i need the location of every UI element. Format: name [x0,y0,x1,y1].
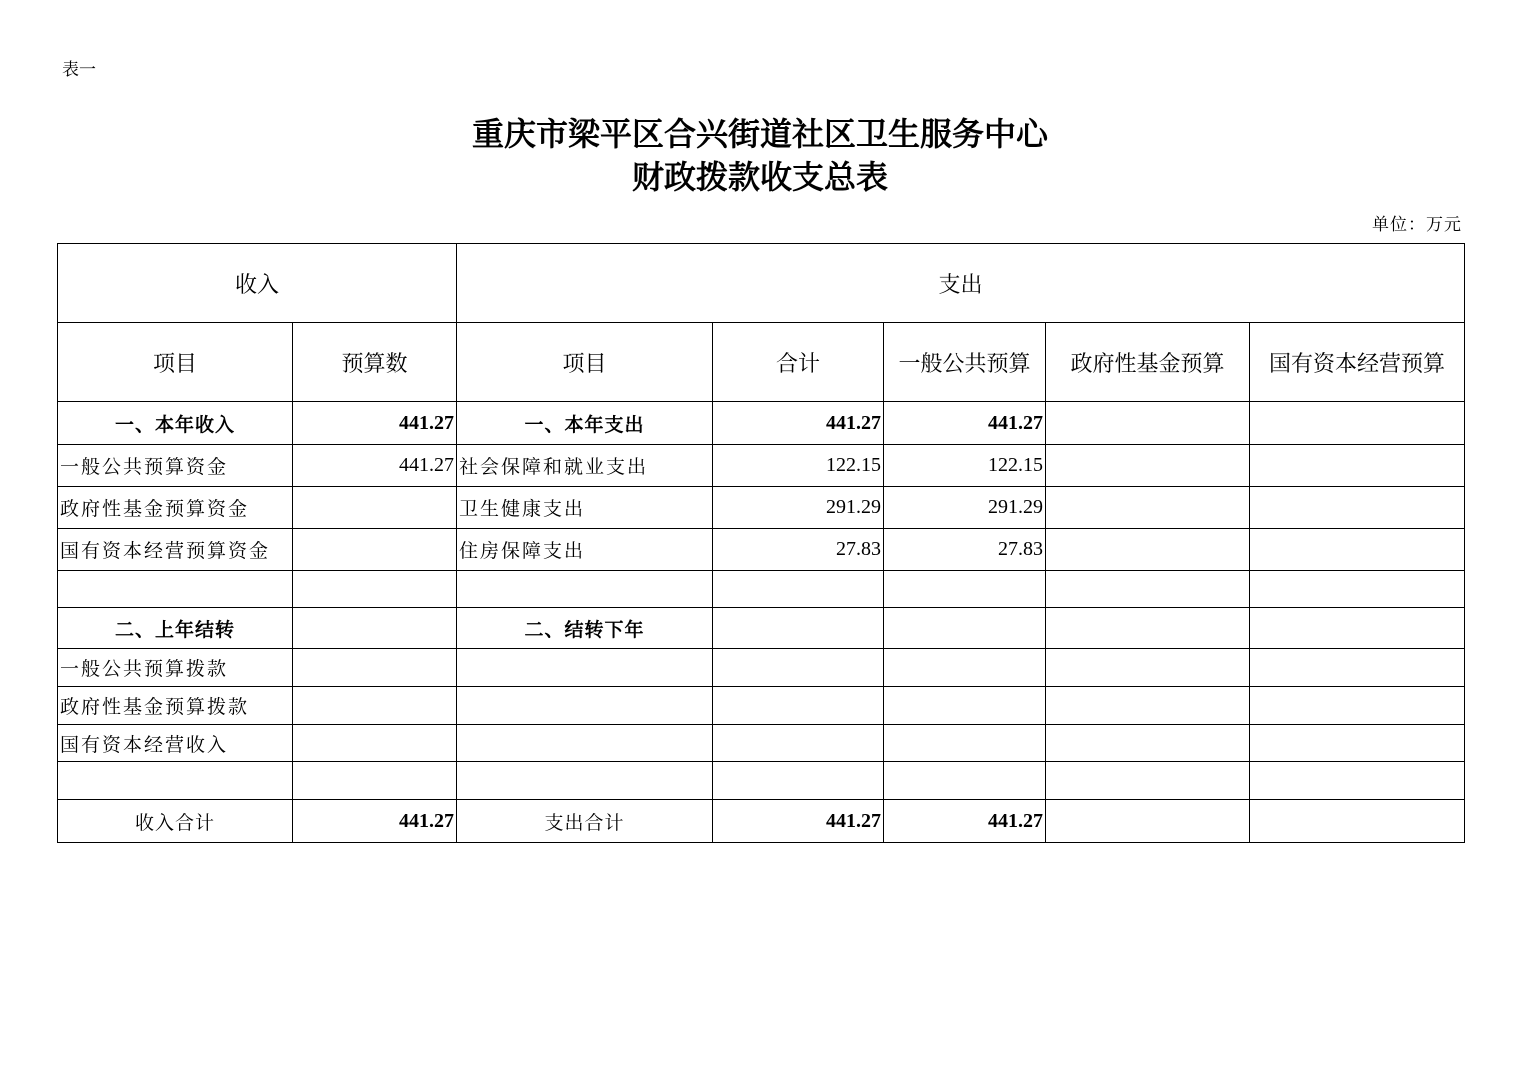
table-row [58,571,1465,608]
expense-item: 一、本年支出 [457,402,713,445]
income-item: 政府性基金预算拨款 [58,687,293,725]
table-row [58,402,1465,445]
expense-general [884,762,1046,800]
income-value: 441.27 [293,402,457,445]
expense-total: 291.29 [713,487,884,529]
expense-total: 122.15 [713,445,884,487]
expense-capital [1250,571,1465,608]
col-header-item2: 项目 [457,323,713,402]
expense-total [713,571,884,608]
table-row [58,487,1465,529]
header-row-top [58,244,1465,323]
income-item: 国有资本经营收入 [58,725,293,762]
col-header-budget: 预算数 [293,323,457,402]
budget-table [57,243,1465,843]
income-value [293,649,457,687]
income-value [293,762,457,800]
expense-total: 441.27 [713,800,884,843]
expense-capital [1250,445,1465,487]
expense-item [457,571,713,608]
expense-total [713,649,884,687]
expense-general [884,608,1046,649]
expense-general: 27.83 [884,529,1046,571]
expense-capital [1250,687,1465,725]
expense-item: 卫生健康支出 [457,487,713,529]
expense-fund [1046,571,1250,608]
table-row [58,529,1465,571]
income-value: 441.27 [293,445,457,487]
unit-label: 单位：万元 [1372,215,1462,235]
income-value [293,571,457,608]
expense-total [713,725,884,762]
expense-item [457,649,713,687]
expense-total [713,762,884,800]
expense-general [884,649,1046,687]
page-title: 重庆市梁平区合兴街道社区卫生服务中心 [471,115,1048,153]
expense-item [457,687,713,725]
table-row-total [58,800,1465,843]
income-value [293,529,457,571]
expense-general [884,571,1046,608]
expense-fund [1046,800,1250,843]
expense-item: 社会保障和就业支出 [457,445,713,487]
expense-fund [1046,649,1250,687]
income-total-value: 441.27 [293,800,457,843]
expense-item [457,762,713,800]
expense-capital [1250,649,1465,687]
header-row-columns [58,323,1465,402]
expense-capital [1250,487,1465,529]
expense-fund [1046,725,1250,762]
expense-general: 441.27 [884,402,1046,445]
expense-capital [1250,725,1465,762]
expense-fund [1046,445,1250,487]
expense-item [457,725,713,762]
col-header-total: 合计 [713,323,884,402]
income-item: 国有资本经营预算资金 [58,529,293,571]
income-item: 一、本年收入 [58,402,293,445]
expense-fund [1046,487,1250,529]
income-item: 二、上年结转 [58,608,293,649]
expense-total [713,608,884,649]
expense-total [713,687,884,725]
col-header-item: 项目 [58,323,293,402]
income-total-label: 收入合计 [58,800,293,843]
table-row [58,445,1465,487]
table-row [58,762,1465,800]
expense-total: 27.83 [713,529,884,571]
expense-item: 二、结转下年 [457,608,713,649]
col-header-general-public: 一般公共预算 [884,323,1046,402]
expense-capital [1250,800,1465,843]
expense-general [884,687,1046,725]
expense-general: 291.29 [884,487,1046,529]
expense-header: 支出 [457,244,1465,323]
col-header-gov-fund: 政府性基金预算 [1046,323,1250,402]
expense-fund [1046,402,1250,445]
table-row [58,649,1465,687]
expense-total: 441.27 [713,402,884,445]
income-item [58,571,293,608]
expense-general [884,725,1046,762]
income-value [293,487,457,529]
income-item: 政府性基金预算资金 [58,487,293,529]
expense-fund [1046,529,1250,571]
expense-capital [1250,402,1465,445]
expense-total-label: 支出合计 [457,800,713,843]
income-value [293,687,457,725]
income-header: 收入 [58,244,457,323]
expense-capital [1250,608,1465,649]
expense-general: 441.27 [884,800,1046,843]
expense-fund [1046,762,1250,800]
table-number: 表一 [62,60,96,80]
page-subtitle: 财政拨款收支总表 [631,158,888,196]
expense-general: 122.15 [884,445,1046,487]
income-item: 一般公共预算拨款 [58,649,293,687]
table-row [58,725,1465,762]
expense-capital [1250,529,1465,571]
col-header-state-capital: 国有资本经营预算 [1250,323,1465,402]
income-value [293,725,457,762]
income-item: 一般公共预算资金 [58,445,293,487]
expense-fund [1046,608,1250,649]
expense-capital [1250,762,1465,800]
table-row [58,608,1465,649]
income-value [293,608,457,649]
income-item [58,762,293,800]
expense-item: 住房保障支出 [457,529,713,571]
table-row [58,687,1465,725]
expense-fund [1046,687,1250,725]
